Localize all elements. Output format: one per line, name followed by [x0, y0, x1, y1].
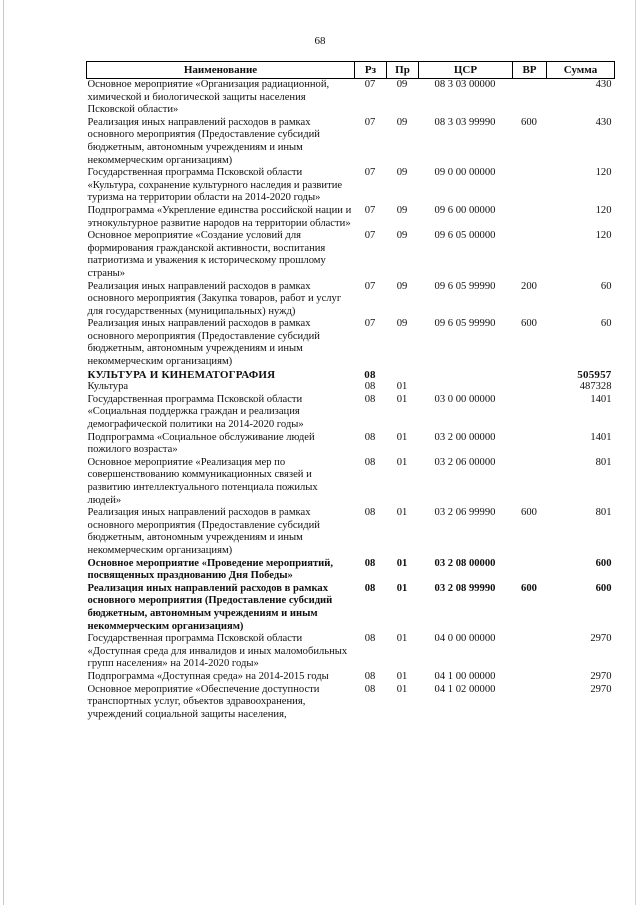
table-row [87, 633, 615, 671]
cell-rz: 08 [364, 633, 376, 645]
cell-pr [387, 369, 419, 382]
cell-name: КУЛЬТУРА И КИНЕМАТОГРАФИЯ [87, 368, 276, 381]
cell-pr: 01 [396, 557, 408, 569]
header-pr: Пр [387, 62, 419, 79]
cell-pr: 09 [396, 79, 408, 90]
cell-vr [513, 633, 547, 671]
cell-rz: 08 [364, 393, 376, 405]
header-csr: ЦСР [419, 62, 513, 79]
cell-csr: 09 0 00 00000 [434, 167, 496, 179]
cell-name: Государственная программа Псковской области «Культура, сохранение культурного наследия и развитие туризма на территории области на 2014-2020 годы» [87, 167, 343, 204]
cell-sum: 600 [595, 582, 612, 594]
header-vr: ВР [513, 62, 547, 79]
page-number: 68 [314, 35, 326, 47]
cell-csr: 03 2 08 00000 [434, 557, 496, 569]
cell-csr: 09 6 00 00000 [434, 204, 496, 216]
cell-name: Реализация иных направлений расходов в рамках основного мероприятия (Предоставление субсидий бюджетным, автономным учреждениям и иным некоммерческим организациям) [87, 318, 320, 368]
cell-csr: 03 2 00 00000 [434, 431, 496, 443]
cell-name: Основное мероприятие «Создание условий для формирования гражданской активности, воспитания патриотизма и уважения к историческому прошлому страны» [87, 230, 326, 279]
cell-csr: 03 2 06 00000 [434, 456, 496, 468]
cell-sum: 1401 [590, 393, 612, 405]
cell-rz: 07 [364, 280, 376, 292]
cell-vr: 600 [521, 318, 537, 330]
cell-pr: 01 [396, 582, 408, 594]
cell-rz: 08 [364, 683, 376, 695]
cell-sum: 505957 [577, 368, 612, 381]
cell-rz: 07 [364, 116, 376, 128]
cell-sum: 430 [595, 79, 612, 90]
header-name: Наименование [87, 62, 355, 79]
table-row [87, 281, 615, 319]
cell-pr: 01 [396, 381, 408, 393]
cell-rz: 08 [364, 557, 376, 569]
cell-csr: 08 3 03 00000 [434, 79, 496, 90]
cell-name: Культура [87, 381, 129, 393]
cell-name: Подпрограмма «Доступная среда» на 2014-2015 годы [87, 670, 329, 682]
cell-name: Реализация иных направлений расходов в рамках основного мероприятия (Предоставление субсидий бюджетным, автономным учреждениям и иным некоммерческим организациям) [87, 582, 333, 632]
cell-vr [513, 79, 547, 117]
cell-name: Реализация иных направлений расходов в рамках основного мероприятия (Предоставление субсидий бюджетным, автономным учреждениям и иным некоммерческим организациям) [87, 116, 320, 166]
table-body [87, 79, 615, 722]
table-row [87, 381, 615, 394]
table-row [87, 457, 615, 507]
cell-pr: 09 [396, 116, 408, 128]
table-row [87, 230, 615, 280]
table-row [87, 205, 615, 230]
cell-sum: 801 [595, 456, 612, 468]
cell-vr: 600 [521, 507, 537, 519]
cell-vr [513, 671, 547, 684]
cell-rz: 08 [364, 582, 376, 594]
table-row [87, 167, 615, 205]
cell-pr: 01 [396, 456, 408, 468]
cell-sum: 2970 [590, 633, 612, 645]
cell-csr: 04 1 00 00000 [434, 670, 496, 682]
table-row [87, 318, 615, 368]
cell-csr: 09 6 05 00000 [434, 230, 496, 242]
cell-vr [513, 432, 547, 457]
cell-pr: 09 [396, 318, 408, 330]
table-row [87, 432, 615, 457]
cell-vr [513, 684, 547, 722]
cell-sum: 120 [595, 167, 612, 179]
table-header [87, 62, 615, 79]
cell-pr: 01 [396, 431, 408, 443]
cell-vr [513, 457, 547, 507]
cell-csr [419, 381, 513, 394]
cell-name: Основное мероприятие «Организация радиационной, химической и биологической защиты населения Псковской области» [87, 79, 330, 116]
cell-pr: 09 [396, 230, 408, 242]
cell-sum: 2970 [590, 683, 612, 695]
cell-pr: 01 [396, 507, 408, 519]
table-row [87, 583, 615, 633]
cell-vr: 600 [521, 582, 537, 594]
table-row [87, 684, 615, 722]
cell-rz: 07 [364, 79, 376, 90]
table-row [87, 117, 615, 167]
cell-vr [513, 205, 547, 230]
cell-name: Реализация иных направлений расходов в рамках основного мероприятия (Закупка товаров, работ и услуг для государственных (муниципальных) нужд) [87, 280, 342, 317]
cell-pr: 09 [396, 280, 408, 292]
cell-pr: 01 [396, 633, 408, 645]
header-sum: Сумма [547, 62, 615, 79]
cell-rz: 08 [364, 507, 376, 519]
cell-csr: 04 0 00 00000 [434, 633, 496, 645]
cell-csr: 04 1 02 00000 [434, 683, 496, 695]
cell-csr: 08 3 03 99990 [434, 116, 496, 128]
cell-pr: 01 [396, 683, 408, 695]
cell-name: Подпрограмма «Укрепление единства российской нации и этнокультурное развитие народов на территории области» [87, 204, 352, 229]
cell-rz: 07 [364, 204, 376, 216]
cell-vr [513, 230, 547, 280]
cell-name: Основное мероприятие «Реализация мер по совершенствованию коммуникационных связей и развитию интеллектуального потенциала пожилых людей» [87, 456, 318, 506]
cell-rz: 08 [364, 431, 376, 443]
cell-pr: 01 [396, 393, 408, 405]
cell-vr [513, 558, 547, 583]
cell-name: Реализация иных направлений расходов в рамках основного мероприятия (Предоставление субсидий бюджетным, автономным учреждениям и иным некоммерческим организациям) [87, 507, 320, 556]
cell-sum: 60 [600, 280, 612, 292]
cell-vr: 600 [521, 116, 537, 128]
table-row [87, 558, 615, 583]
table-row [87, 79, 615, 117]
cell-name: Основное мероприятие «Обеспечение доступности транспортных услуг, объектов здравоохранения, учреждений социальной защиты населения, [87, 683, 320, 720]
cell-vr: 200 [521, 280, 537, 292]
cell-sum: 801 [595, 507, 612, 519]
budget-table [86, 61, 615, 721]
cell-pr: 09 [396, 167, 408, 179]
table-row [87, 507, 615, 557]
cell-sum: 487328 [579, 381, 612, 393]
cell-sum: 120 [595, 230, 612, 242]
cell-rz: 08 [364, 456, 376, 468]
cell-sum: 60 [600, 318, 612, 330]
cell-sum: 2970 [590, 670, 612, 682]
cell-vr [513, 369, 547, 382]
cell-vr [513, 381, 547, 394]
cell-name: Основное мероприятие «Проведение мероприятий, посвященных празднованию Дня Победы» [87, 557, 334, 582]
cell-rz: 07 [364, 230, 376, 242]
cell-csr: 09 6 05 99990 [434, 318, 496, 330]
header-rz: Рз [355, 62, 387, 79]
cell-csr: 03 2 08 99990 [434, 582, 496, 594]
cell-rz: 07 [364, 167, 376, 179]
table-row [87, 671, 615, 684]
cell-sum: 430 [595, 116, 612, 128]
cell-rz: 08 [364, 670, 376, 682]
table-row [87, 369, 615, 382]
cell-sum: 1401 [590, 431, 612, 443]
cell-csr: 03 2 06 99990 [434, 507, 496, 519]
scan-edge-left [3, 0, 4, 905]
cell-rz: 07 [364, 318, 376, 330]
cell-csr [419, 369, 513, 382]
cell-pr: 01 [396, 670, 408, 682]
cell-vr [513, 394, 547, 432]
cell-name: Государственная программа Псковской области «Социальная поддержка граждан и реализация демографической политики на 2014-2020 годы» [87, 393, 304, 431]
scan-edge-right [635, 0, 636, 905]
cell-sum: 120 [595, 204, 612, 216]
table-row [87, 394, 615, 432]
cell-csr: 09 6 05 99990 [434, 280, 496, 292]
cell-rz: 08 [364, 368, 376, 381]
cell-vr [513, 167, 547, 205]
cell-name: Государственная программа Псковской области «Доступная среда для инвалидов и иных маломобильных групп населения» на 2014-2020 годы» [87, 633, 348, 670]
cell-name: Подпрограмма «Социальное обслуживание людей пожилого возраста» [87, 431, 315, 456]
cell-csr: 03 0 00 00000 [434, 393, 496, 405]
cell-sum: 600 [595, 557, 612, 569]
cell-rz: 08 [364, 381, 376, 393]
cell-pr: 09 [396, 204, 408, 216]
